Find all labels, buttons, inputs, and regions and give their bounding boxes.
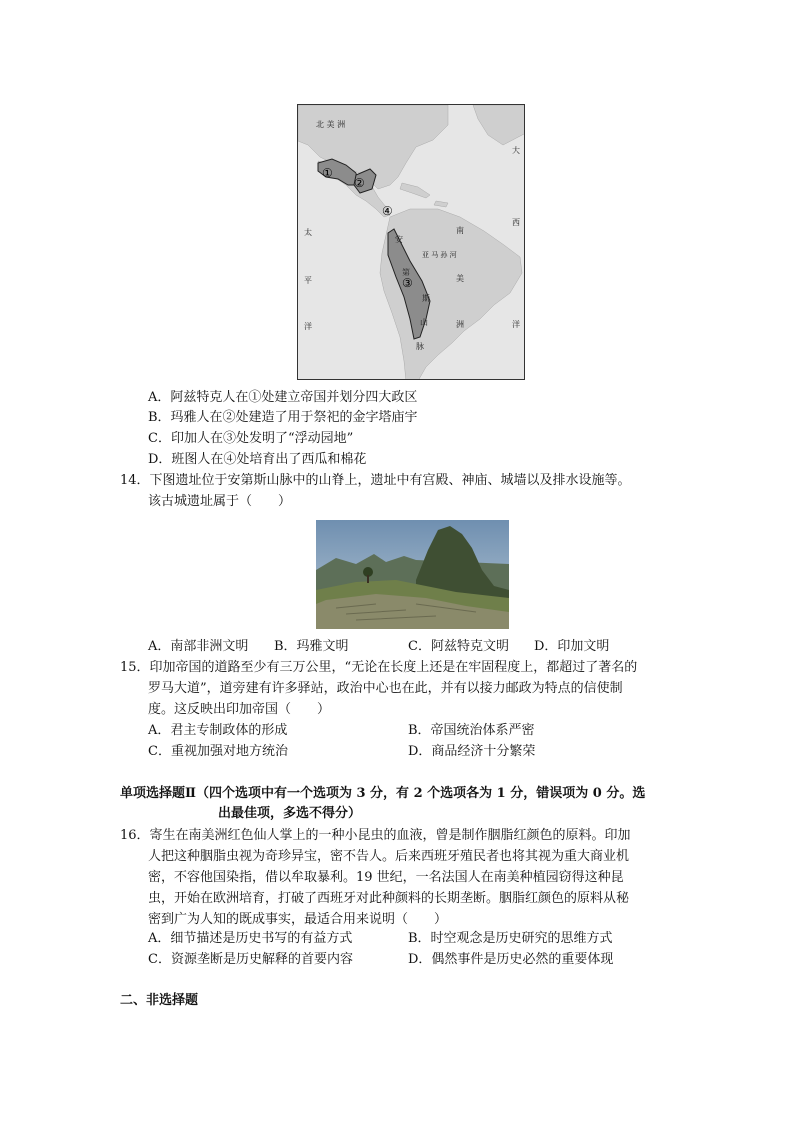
label-south-america-2: 美 xyxy=(456,274,464,283)
label-pacific-3: 洋 xyxy=(304,322,312,331)
marker-2: ② xyxy=(354,176,365,190)
q15-stem-line3: 度。这反映出印加帝国（ ） xyxy=(148,702,331,717)
q13-option-d: D．班图人在④处培育出了西瓜和棉花 xyxy=(148,452,367,467)
q16-option-a: A．细节描述是历史书写的有益方式 xyxy=(148,931,353,946)
q13-option-a: A．阿兹特克人在①处建立帝国并划分四大政区 xyxy=(148,390,418,405)
q15-option-c: C．重视加强对地方统治 xyxy=(148,744,288,759)
label-andes-3: 斯 xyxy=(422,294,430,303)
marker-3: ③ xyxy=(402,276,413,290)
q15-stem-line1: 15．印加帝国的道路至少有三万公里，“无论在长度上还是在牢固程度上，都超过了著名的 xyxy=(120,660,638,675)
q14-option-c: C．阿兹特克文明 xyxy=(408,639,509,654)
label-atlantic-1: 大 xyxy=(512,146,520,155)
section-single-choice-2-line1: 单项选择题Ⅱ（四个选项中有一个选项为 3 分，有 2 个选项各为 1 分，错误项为 0 分。选 xyxy=(120,786,646,801)
q15-option-b: B．帝国统治体系严密 xyxy=(408,723,535,738)
q16-option-d: D．偶然事件是历史必然的重要体现 xyxy=(408,952,614,967)
label-atlantic-2: 西 xyxy=(512,218,520,227)
label-atlantic-3: 洋 xyxy=(512,320,520,329)
label-andes-1: 安 xyxy=(395,235,403,244)
q14-option-a: A．南部非洲文明 xyxy=(148,639,249,654)
q16-stem-line2: 人把这种胭脂虫视为奇珍异宝，密不告人。后来西班牙殖民者也将其视为重大商业机 xyxy=(148,849,630,864)
americas-map xyxy=(297,104,525,380)
label-south-america-1: 南 xyxy=(456,226,464,235)
q14-option-d: D．印加文明 xyxy=(534,639,610,654)
q16-stem-line4: 虫，开始在欧洲培育，打破了西班牙对此种颜料的长期垄断。胭脂红颜色的原料从秘 xyxy=(148,891,630,906)
q14-option-b: B．玛雅文明 xyxy=(274,639,349,654)
label-andes-5: 脉 xyxy=(416,342,424,351)
q14-stem-line1: 14．下图遗址位于安第斯山脉中的山脊上，遗址中有宫殿、神庙、城墙以及排水设施等。 xyxy=(120,473,631,488)
q15-stem-line2: 罗马大道”，道旁建有许多驿站，政治中心也在此，并有以接力邮政为特点的信使制 xyxy=(148,681,623,696)
label-amazon: 亚 马 孙 河 xyxy=(422,251,457,259)
label-andes-4: 山 xyxy=(420,318,428,327)
q15-option-a: A．君主专制政体的形成 xyxy=(148,723,288,738)
q16-stem-line3: 密，不容他国染指，借以牟取暴利。19 世纪，一名法国人在南美种植园窃得这种昆 xyxy=(148,870,624,885)
label-andes-2: 第 xyxy=(402,268,410,277)
q15-option-d: D．商品经济十分繁荣 xyxy=(408,744,536,759)
marker-4: ④ xyxy=(382,204,393,218)
label-pacific-2: 平 xyxy=(304,276,312,285)
label-south-america-3: 洲 xyxy=(456,320,464,329)
section-non-choice-title: 二、非选择题 xyxy=(120,993,199,1008)
q16-option-b: B．时空观念是历史研究的思维方式 xyxy=(408,931,613,946)
americas-map-svg xyxy=(298,105,525,380)
q13-option-b: B．玛雅人在②处建造了用于祭祀的金字塔庙宇 xyxy=(148,410,418,425)
section-single-choice-2-line2: 出最佳项，多选不得分） xyxy=(218,806,362,821)
label-pacific-1: 太 xyxy=(304,228,312,237)
marker-1: ① xyxy=(322,166,333,180)
q13-option-c: C．印加人在③处发明了“浮动园地” xyxy=(148,431,354,446)
q16-option-c: C．资源垄断是历史解释的首要内容 xyxy=(148,952,353,967)
q16-stem-line1: 16．寄生在南美洲红色仙人掌上的一种小昆虫的血液，曾是制作胭脂红颜色的原料。印加 xyxy=(120,828,631,843)
machu-picchu-photo xyxy=(316,520,509,629)
q16-stem-line5: 密到广为人知的既成事实，最适合用来说明（ ） xyxy=(148,912,448,927)
q14-stem-line2: 该古城遗址属于（ ） xyxy=(148,494,292,509)
label-north-america: 北 美 洲 xyxy=(316,120,346,129)
